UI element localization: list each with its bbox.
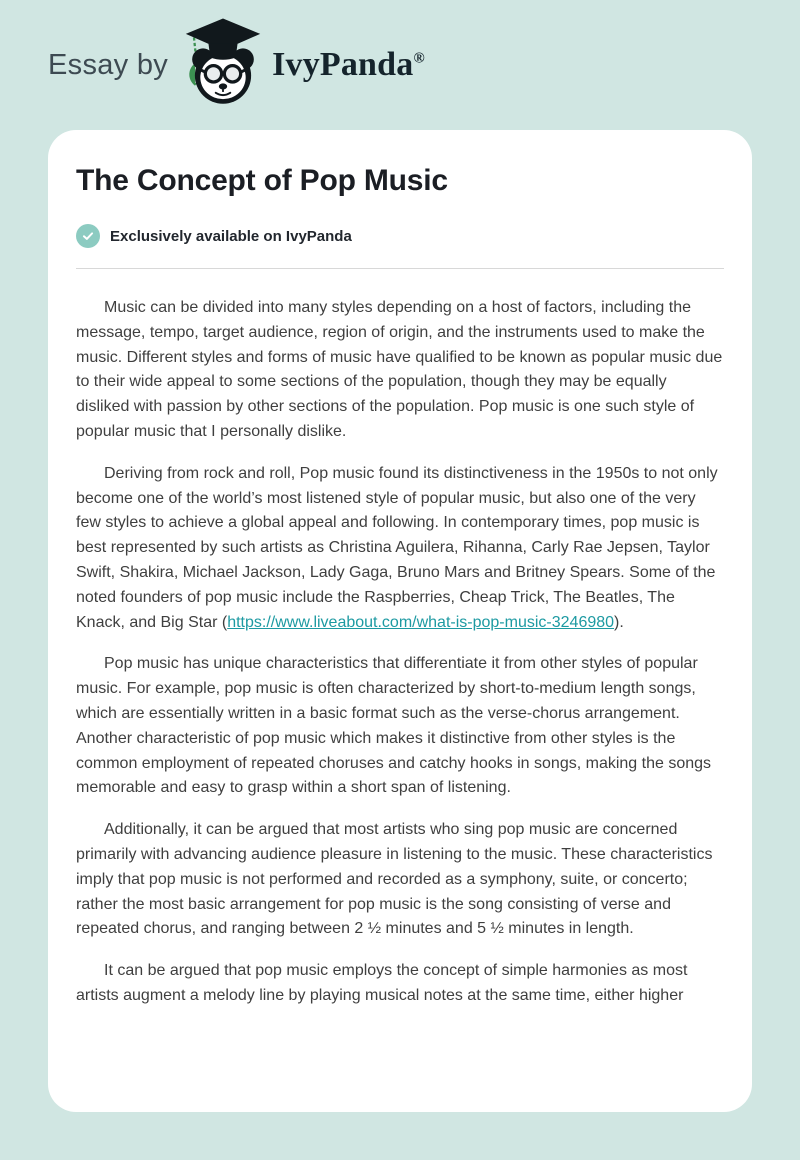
divider — [76, 268, 724, 269]
paragraph — [76, 462, 724, 636]
site-header — [0, 0, 800, 130]
paragraph: Additionally, it can be argued that most artists who sing pop music are concerned primarily with advancing audience pleasure in listening to the music. These characteristics imply that pop music is not performed and recorded as a symphony, suite, or concerto; rather the most basic arrangement for pop music is the song consisting of verse and repeated chorus, and ranging between 2 ½ minutes and 5 ½ minutes in length. — [76, 821, 713, 938]
badge-label: Exclusively available on IvyPanda — [110, 227, 352, 245]
registered-mark: ® — [413, 50, 425, 67]
essay-by-label: Essay by — [48, 48, 169, 81]
paragraph: Music can be divided into many styles depending on a host of factors, including the message, tempo, target audience, region of origin, and the instruments used to make the music. Different styles and forms of music have qualified to be known as popular music due to their wide appeal to some sections of the population, though they may be equally disliked with passion by other sections of the population. Pop music is one such style of popular music that I personally dislike. — [76, 299, 723, 440]
page-title: The Concept of Pop Music — [76, 164, 448, 197]
essay-body — [76, 296, 724, 1009]
paragraph-text: Deriving from rock and roll, Pop music found its distinctiveness in the 1950s to not only become one of the world’s most listened style of popular music, but also one of the very few styles to achieve a global appeal and following. In contemporary times, pop music is best represented by such artists as Christina Aguilera, Rihanna, Carly Rae Jepsen, Taylor Swift, Shakira, Michael Jackson, Lady Gaga, Bruno Mars and Britney Spears. Some of the noted founders of pop music include the Raspberries, Cheap Trick, The Beatles, The Knack, and Big Star ( — [76, 464, 718, 631]
exclusive-badge — [76, 224, 724, 248]
paragraph-text: ). — [614, 613, 624, 631]
essay-card — [48, 130, 752, 1112]
paragraph: Pop music has unique characteristics that differentiate it from other styles of popular music. For example, pop music is often characterized by short-to-medium length songs, which are essentially written in a basic format such as the verse-chorus arrangement. Another characteristic of pop music which makes it distinctive from other styles is the common employment of repeated choruses and catchy hooks in songs, making the songs memorable and easy to grasp within a short span of listening. — [76, 655, 712, 797]
paragraph: It can be argued that pop music employs the concept of simple harmonies as most artists augment a melody line by playing musical notes at the same time, either higher — [76, 962, 688, 1004]
ivypanda-panda-logo-icon — [184, 16, 262, 108]
brand-text: IvyPanda — [272, 46, 414, 83]
liveabout-link[interactable]: https://www.liveabout.com/what-is-pop-music-3246980 — [227, 613, 615, 631]
check-icon — [76, 224, 100, 248]
brand-name — [272, 46, 425, 84]
